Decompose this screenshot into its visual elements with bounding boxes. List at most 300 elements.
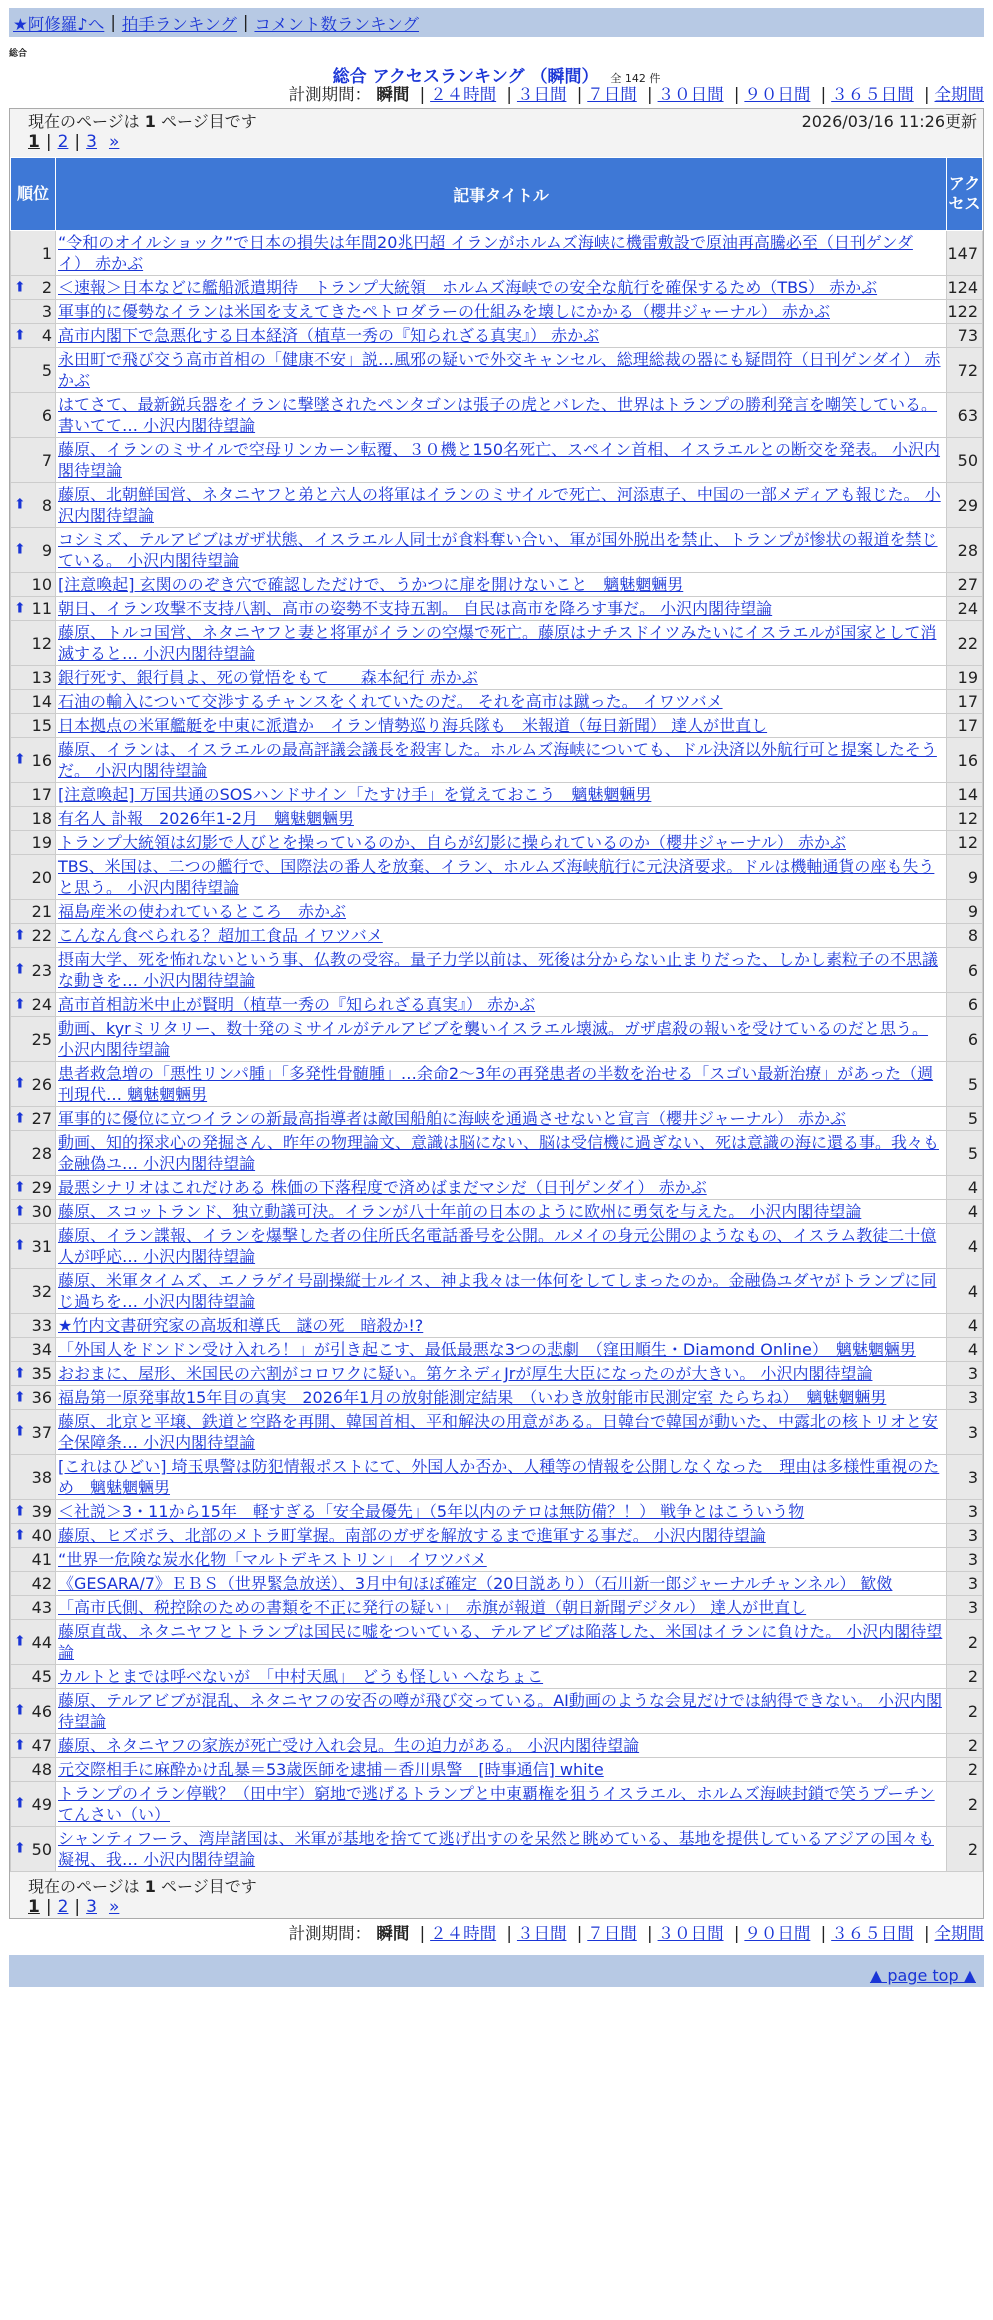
rank-cell (11, 1410, 56, 1455)
access-count: 73 (947, 324, 983, 348)
rank-cell (11, 1782, 56, 1827)
rank-number: 14 (31, 692, 52, 711)
article-link[interactable]: 患者救急増の「悪性リンパ腫」「多発性骨髄腫」…余命2～3年の再発患者の半数を治せる「スゴい最新治療」があった（週刊現代… 魑魅魍魎男 (58, 1064, 934, 1104)
pager-bottom (10, 1872, 983, 1918)
header-title: 記事タイトル (56, 158, 947, 231)
access-count: 24 (947, 597, 983, 621)
up-arrow-icon: ⬆ (14, 1203, 26, 1219)
article-link[interactable]: [注意喚起] 玄関ののぞき穴で確認しただけで、うかつに扉を開けないこと 魑魅魍魎男 (58, 575, 684, 594)
table-row (11, 1017, 983, 1062)
rank-number: 32 (31, 1281, 52, 1301)
period-7d-bottom[interactable]: ７日間 (587, 1924, 637, 1943)
table-row (11, 1665, 983, 1689)
article-link[interactable]: 有名人 訃報 2026年1-2月 魑魅魍魎男 (58, 809, 354, 828)
title-cell (56, 1500, 947, 1524)
rank-number: 34 (31, 1340, 52, 1359)
rank-cell (11, 807, 56, 831)
article-link[interactable]: 高市内閣下で急悪化する日本経済（植草一秀の『知られざる真実』） 赤かぶ (58, 326, 600, 345)
article-link[interactable]: 藤原、北朝鮮国営、ネタニヤフと弟と六人の将軍はイランのミサイルで死亡、河添恵子、中国の一部メディアも報じた。 小沢内閣待望論 (58, 485, 941, 525)
table-row (11, 1362, 983, 1386)
rank-number: 49 (31, 1794, 52, 1814)
up-arrow-icon: ⬆ (14, 1179, 26, 1195)
article-link[interactable]: 藤原、米軍タイムズ、エノラゲイ号副操縦士ルイス、神よ我々は一体何をしてしまったのか。金融偽ユダヤがトランプに同じ過ちを… 小沢内閣待望論 (58, 1271, 937, 1311)
period-24h[interactable]: ２４時間 (430, 85, 497, 104)
rank-cell (11, 1107, 56, 1131)
ranking-box (9, 108, 984, 1919)
rank-number: 44 (31, 1632, 52, 1652)
table-row (11, 276, 983, 300)
access-count: 5 (947, 1107, 983, 1131)
title-cell (56, 621, 947, 666)
article-link[interactable]: コシミズ、テルアビブはガザ状態、イスラエル人同士が食料奪い合い、軍が国外脱出を禁止、トランプが惨状の報道を禁じている。 小沢内閣待望論 (58, 530, 938, 570)
access-count: 5 (947, 1131, 983, 1176)
title-cell (56, 483, 947, 528)
table-row (11, 393, 983, 438)
rank-number: 42 (31, 1574, 52, 1593)
article-link[interactable]: シャンティフーラ、湾岸諸国は、米軍が基地を捨てて逃げ出すのを呆然と眺めている、基地を提供しているアジアの国々も凝視、我… 小沢内閣待望論 (58, 1829, 935, 1869)
access-count: 8 (947, 924, 983, 948)
table-row (11, 831, 983, 855)
title-cell (56, 1410, 947, 1455)
access-count: 14 (947, 783, 983, 807)
article-link[interactable]: 日本拠点の米軍艦艇を中東に派遣か イラン情勢巡り海兵隊も 米報道（毎日新聞） 達人が世直し (58, 716, 768, 735)
rank-number: 24 (31, 995, 52, 1014)
rank-number: 25 (31, 1029, 52, 1049)
up-arrow-icon: ⬆ (14, 1840, 26, 1857)
rank-number: 9 (41, 540, 52, 560)
article-link[interactable]: おおまに、屋形、米国民の六割がコロワクに疑い。第ケネディJrが厚生大臣になったのが大きい。 小沢内閣待望論 (58, 1364, 873, 1383)
title-cell (56, 573, 947, 597)
up-arrow-icon: ⬆ (14, 1110, 26, 1126)
rank-cell (11, 324, 56, 348)
table-row (11, 1734, 983, 1758)
rank-cell (11, 1017, 56, 1062)
up-arrow-icon: ⬆ (14, 496, 26, 513)
access-count: 16 (947, 738, 983, 783)
access-count: 72 (947, 348, 983, 393)
access-count: 122 (947, 300, 983, 324)
table-row (11, 807, 983, 831)
table-row (11, 1338, 983, 1362)
article-link[interactable]: 藤原、トルコ国営、ネタニヤフと妻と将軍がイランの空爆で死亡。藤原はナチスドイツみたいにイスラエルが国家として消滅すると… 小沢内閣待望論 (58, 623, 937, 663)
article-link[interactable]: “世界一危険な炭水化物「マルトデキストリン」 イワツバメ (58, 1550, 487, 1569)
rank-number: 31 (31, 1236, 52, 1256)
rank-number: 1 (41, 243, 52, 263)
table-row (11, 1596, 983, 1620)
period-selector-top: 計測期間： 瞬間 | ２４時間 | ３日間 | ７日間 | ３０日間 | ９０日間 | ３６５日間 | 全期間 (288, 85, 984, 104)
updated-timestamp: 2026/03/16 11:26更新 (801, 112, 977, 131)
access-count: 17 (947, 714, 983, 738)
table-row (11, 1107, 983, 1131)
rank-cell (11, 1386, 56, 1410)
up-arrow-icon: ⬆ (14, 927, 26, 943)
period-7d[interactable]: ７日間 (587, 85, 637, 104)
table-row (11, 1500, 983, 1524)
up-arrow-icon: ⬆ (14, 600, 26, 616)
rank-number: 22 (31, 926, 52, 945)
period-30d[interactable]: ３０日間 (657, 85, 724, 104)
rank-number: 13 (31, 668, 52, 687)
table-row (11, 666, 983, 690)
access-count: 6 (947, 993, 983, 1017)
rank-number: 8 (41, 495, 52, 515)
table-row (11, 324, 983, 348)
table-row (11, 1131, 983, 1176)
rank-cell (11, 597, 56, 621)
article-link[interactable]: 福島産米の使われているところ 赤かぶ (58, 902, 347, 921)
article-link[interactable]: 永田町で飛び交う高市首相の「健康不安」説…風邪の疑いで外交キャンセル、総理総裁の器にも疑問符（日刊ゲンダイ） 赤かぶ (58, 350, 941, 390)
rank-cell (11, 690, 56, 714)
table-row (11, 1572, 983, 1596)
article-link[interactable]: 石油の輸入について交渉するチャンスをくれていたのだ。 それを高市は蹴った。 イワツバメ (58, 692, 723, 711)
period-90d-bottom[interactable]: ９０日間 (744, 1924, 811, 1943)
rank-number: 3 (41, 302, 52, 321)
title-cell (56, 1734, 947, 1758)
rank-cell (11, 348, 56, 393)
period-all-bottom[interactable]: 全期間 (934, 1924, 984, 1943)
access-count: 29 (947, 483, 983, 528)
rank-cell (11, 714, 56, 738)
category-label: 総合 (9, 49, 28, 59)
access-count: 2 (947, 1782, 983, 1827)
title-cell (56, 1620, 947, 1665)
article-link[interactable]: カルトとまでは呼べないが 「中村天風」 どうも怪しい へなちょこ (58, 1667, 544, 1686)
article-link[interactable]: 銀行死す、銀行員よ、死の覚悟をもて 森本紀行 赤かぶ (58, 668, 478, 687)
table-row (11, 855, 983, 900)
rank-number: 29 (31, 1178, 52, 1197)
title-cell (56, 1689, 947, 1734)
rank-number: 50 (31, 1839, 52, 1859)
table-row (11, 597, 983, 621)
title-cell (56, 348, 947, 393)
up-arrow-icon: ⬆ (14, 1737, 26, 1753)
period-label-bottom: 計測期間： (288, 1924, 372, 1943)
table-row (11, 948, 983, 993)
article-link[interactable]: 最悪シナリオはこれだけある 株価の下落程度で済めばまだマシだ（日刊ゲンダイ） 赤かぶ (58, 1178, 707, 1197)
title-cell (56, 324, 947, 348)
page-next-link-bottom[interactable]: » (108, 1897, 120, 1917)
rank-number: 10 (31, 575, 52, 594)
article-link[interactable]: 「高市氏側、税控除のための書類を不正に発行の疑い」 赤旗が報道（朝日新聞デジタル） 達人が世直し (58, 1598, 807, 1617)
table-row (11, 1314, 983, 1338)
article-link[interactable]: 動画、知的探求心の発掘さん、昨年の物理論文、意識は脳にない、脳は受信機に過ぎない、死は意識の海に還る事。我々も金融偽ユ… 小沢内閣待望論 (58, 1133, 939, 1173)
article-link[interactable]: 高市首相訪米中止が賢明（植草一秀の『知られざる真実』） 赤かぶ (58, 995, 536, 1014)
table-row (11, 1200, 983, 1224)
table-row (11, 714, 983, 738)
access-count: 2 (947, 1665, 983, 1689)
article-link[interactable]: 藤原、スコットランド、独立動議可決。イランが八十年前の日本のように欧州に勇気を与えた。 小沢内閣待望論 (58, 1202, 862, 1221)
table-row (11, 438, 983, 483)
table-row (11, 924, 983, 948)
period-365d-bottom[interactable]: ３６５日間 (831, 1924, 914, 1943)
table-row (11, 1386, 983, 1410)
title-cell (56, 807, 947, 831)
rank-number: 18 (31, 809, 52, 828)
table-row (11, 231, 983, 276)
page-link-3[interactable]: 3 (86, 132, 97, 152)
period-label: 計測期間： (288, 85, 372, 104)
title-cell (56, 1665, 947, 1689)
rank-number: 37 (31, 1422, 52, 1442)
title-cell (56, 1062, 947, 1107)
period-3d[interactable]: ３日間 (516, 85, 567, 104)
rank-cell (11, 1314, 56, 1338)
rank-cell (11, 1734, 56, 1758)
access-count: 3 (947, 1386, 983, 1410)
rank-cell (11, 276, 56, 300)
rank-cell (11, 1362, 56, 1386)
access-count: 147 (947, 231, 983, 276)
rank-cell (11, 1338, 56, 1362)
title-cell (56, 276, 947, 300)
title-cell (56, 831, 947, 855)
nav-link-clap-ranking[interactable]: 拍手ランキング (121, 14, 237, 34)
rank-cell (11, 1455, 56, 1500)
article-link[interactable]: 軍事的に優勢なイランは米国を支えてきたペトロダラーの仕組みを壊しにかかる（櫻井ジャーナル） 赤かぶ (58, 302, 830, 321)
rank-cell (11, 573, 56, 597)
access-count: 3 (947, 1548, 983, 1572)
up-arrow-icon: ⬆ (14, 1795, 26, 1812)
article-link[interactable]: 藤原直哉、ネタニヤフとトランプは国民に嘘をついている、テルアビブは陥落した、米国はイランに負けた。 小沢内閣待望論 (58, 1622, 943, 1662)
rank-number: 17 (31, 785, 52, 804)
rank-number: 23 (31, 960, 52, 980)
period-all[interactable]: 全期間 (934, 85, 984, 104)
page-link-1-bottom: 1 (28, 1897, 40, 1917)
table-row (11, 1269, 983, 1314)
title-cell (56, 1758, 947, 1782)
article-link[interactable]: 軍事的に優位に立つイランの新最高指導者は敵国船舶に海峡を通過させないと宣言（櫻井ジャーナル） 赤かぶ (58, 1109, 846, 1128)
title-cell (56, 855, 947, 900)
article-link[interactable]: こんなん食べられる？超加工食品 イワツバメ (58, 926, 383, 945)
up-arrow-icon: ⬆ (14, 541, 26, 558)
up-arrow-icon: ⬆ (14, 751, 26, 768)
table-row (11, 1224, 983, 1269)
pager-top (10, 109, 983, 157)
table-row (11, 300, 983, 324)
rank-number: 27 (31, 1109, 52, 1128)
rank-cell (11, 483, 56, 528)
article-link[interactable]: はてさて、最新鋭兵器をイランに撃墜されたペンタゴンは張子の虎とバレた、世界はトランプの勝利発言を嘲笑している。書いてて… 小沢内閣待望論 (58, 395, 938, 435)
up-arrow-icon: ⬆ (14, 1633, 26, 1650)
table-row (11, 900, 983, 924)
table-row (11, 738, 983, 783)
header-rank: 順位 (11, 158, 56, 231)
period-current-bottom: 瞬間 (376, 1924, 410, 1943)
nav-link-comment-ranking[interactable]: コメント数ランキング (254, 14, 419, 34)
article-link[interactable]: 《GESARA/7》ＥＢＳ（世界緊急放送）、3月中旬ほぼ確定（20日説あり）（石川新一郎ジャーナルチャンネル） 歓傚 (58, 1574, 893, 1593)
access-count: 2 (947, 1734, 983, 1758)
title-cell (56, 1455, 947, 1500)
access-count: 3 (947, 1596, 983, 1620)
title-cell (56, 948, 947, 993)
up-arrow-icon: ⬆ (14, 1423, 26, 1440)
rank-cell (11, 528, 56, 573)
article-link[interactable]: トランプのイラン停戦？（田中宇）窮地で逃げるトランプと中東覇権を狙うイスラエル、ホルムズ海峡封鎖で笑うプーチンてんさい（い） (58, 1784, 935, 1824)
article-link[interactable]: [注意喚起] 万国共通のSOSハンドサイン「たすけ手」を覚えておこう 魑魅魍魎男 (58, 785, 652, 804)
rank-cell (11, 1062, 56, 1107)
table-row (11, 1410, 983, 1455)
access-count: 22 (947, 621, 983, 666)
article-link[interactable]: 藤原、テルアビブが混乱、ネタニヤフの安否の噂が飛び交っている。AI動画のような会見だけでは納得できない。 小沢内閣待望論 (58, 1691, 942, 1731)
period-30d-bottom[interactable]: ３０日間 (657, 1924, 724, 1943)
article-link[interactable]: “令和のオイルショック”で日本の損失は年間20兆円超 イランがホルムズ海峡に機雷敷設で原油再高騰必至（日刊ゲンダイ） 赤かぶ (58, 233, 913, 273)
rank-number: 38 (31, 1467, 52, 1487)
rank-cell (11, 900, 56, 924)
rank-cell (11, 666, 56, 690)
page-link-3-bottom[interactable]: 3 (86, 1897, 97, 1917)
rank-number: 39 (31, 1502, 52, 1521)
page-link-2[interactable]: 2 (57, 132, 69, 152)
table-row (11, 1176, 983, 1200)
nav-link-asyura[interactable]: ★阿修羅♪へ (13, 14, 105, 34)
title-cell (56, 1224, 947, 1269)
article-link[interactable]: 藤原、イランのミサイルで空母リンカーン転覆、３０機と150名死亡、スペイン首相、イスラエルとの断交を発表。 小沢内閣待望論 (58, 440, 941, 480)
page-links-bottom: 1 | 2 | 3 » (28, 1897, 120, 1917)
rank-number: 41 (31, 1550, 52, 1569)
rank-cell (11, 438, 56, 483)
rank-number: 7 (41, 450, 52, 470)
rank-number: 5 (41, 360, 52, 380)
access-count: 3 (947, 1410, 983, 1455)
access-count: 4 (947, 1338, 983, 1362)
rank-cell (11, 1200, 56, 1224)
rank-cell (11, 300, 56, 324)
ranking-title: 総合 アクセスランキング （瞬間） (332, 67, 599, 87)
rank-cell (11, 1572, 56, 1596)
rank-cell (11, 1524, 56, 1548)
page-link-2-bottom[interactable]: 2 (57, 1897, 69, 1917)
rank-cell (11, 993, 56, 1017)
rank-cell (11, 831, 56, 855)
period-90d[interactable]: ９０日間 (744, 85, 811, 104)
rank-number: 12 (31, 633, 52, 653)
table-row (11, 573, 983, 597)
rank-cell (11, 924, 56, 948)
up-arrow-icon: ⬆ (14, 1503, 26, 1519)
access-count: 6 (947, 948, 983, 993)
rank-cell (11, 393, 56, 438)
article-link[interactable]: ★竹内文書研究家の高坂和導氏 謎の死 暗殺か!? (58, 1316, 424, 1335)
article-link[interactable]: TBS、米国は、二つの艦行で、国際法の番人を放棄、イラン、ホルムズ海峡航行に元決済要求。ドルは機軸通貨の座も失うと思う。 小沢内閣待望論 (58, 857, 935, 897)
article-link[interactable]: [これはひどい] 埼玉県警は防犯情報ポストにて、外国人か否か、人種等の情報を公開しなくなった 理由は多様性重視のため 魑魅魍魎男 (58, 1457, 940, 1497)
title-cell (56, 528, 947, 573)
up-arrow-icon: ⬆ (14, 961, 26, 978)
article-link[interactable]: 藤原、イラン諜報、イランを爆撃した者の住所氏名電話番号を公開。ルメイの身元公開のようなもの、イスラム教徒二十億人が呼応… 小沢内閣待望論 (58, 1226, 937, 1266)
access-count: 2 (947, 1620, 983, 1665)
ranking-table (10, 157, 983, 1872)
rank-cell (11, 1758, 56, 1782)
access-count: 17 (947, 690, 983, 714)
title-cell (56, 300, 947, 324)
title-cell (56, 714, 947, 738)
rank-cell (11, 1620, 56, 1665)
article-link[interactable]: トランプ大統領は幻影で人びとを操っているのか、自らが幻影に操られているのか（櫻井ジャーナル） 赤かぶ (58, 833, 846, 852)
title-cell (56, 597, 947, 621)
article-link[interactable]: 藤原、ネタニヤフの家族が死亡受け入れ会見。生の迫力がある。 小沢内閣待望論 (58, 1736, 640, 1755)
current-page-text-bottom: 現在のページは 1 ページ目です (28, 1877, 257, 1896)
up-arrow-icon: ⬆ (14, 1237, 26, 1254)
page-next-link[interactable]: » (108, 132, 120, 152)
access-count: 124 (947, 276, 983, 300)
rank-number: 15 (31, 716, 52, 735)
rank-number: 43 (31, 1598, 52, 1617)
article-link[interactable]: 動画、kyrミリタリー、数十発のミサイルがテルアビブを襲いイスラエル壊滅。ガザ虐殺の報いを受けているのだと思う。 小沢内閣待望論 (58, 1019, 929, 1059)
rank-cell (11, 738, 56, 783)
access-count: 4 (947, 1314, 983, 1338)
rank-number: 19 (31, 833, 52, 852)
period-3d-bottom[interactable]: ３日間 (516, 1924, 567, 1943)
rank-number: 28 (31, 1143, 52, 1163)
rank-cell (11, 1665, 56, 1689)
nav-separator: | (110, 13, 116, 32)
rank-number: 45 (31, 1667, 52, 1686)
access-count: 9 (947, 900, 983, 924)
up-arrow-icon: ⬆ (14, 1702, 26, 1719)
up-arrow-icon: ⬆ (14, 279, 26, 295)
access-count: 19 (947, 666, 983, 690)
title-cell (56, 231, 947, 276)
access-count: 12 (947, 807, 983, 831)
period-365d[interactable]: ３６５日間 (831, 85, 914, 104)
rank-number: 35 (31, 1364, 52, 1383)
rank-number: 33 (31, 1316, 52, 1335)
access-count: 4 (947, 1224, 983, 1269)
title-cell (56, 438, 947, 483)
access-count: 9 (947, 855, 983, 900)
rank-number: 36 (31, 1388, 52, 1407)
rank-cell (11, 621, 56, 666)
title-cell (56, 1176, 947, 1200)
access-count: 50 (947, 438, 983, 483)
article-link[interactable]: ＜速報＞日本などに艦船派遣期待 トランプ大統領 ホルムズ海峡での安全な航行を確保するため（TBS） 赤かぶ (58, 278, 878, 297)
article-link[interactable]: 藤原、イランは、イスラエルの最高評議会議長を殺害した。ホルムズ海峡についても、ドル決済以外航行可と提案したそうだ。 小沢内閣待望論 (58, 740, 937, 780)
article-link[interactable]: 藤原、ヒズボラ、北部のメトラ町掌握。南部のガザを解放するまで進軍する事だ。 小沢内閣待望論 (58, 1526, 766, 1545)
bottom-bar (9, 1955, 984, 1987)
table-row (11, 1548, 983, 1572)
table-row (11, 1062, 983, 1107)
period-24h-bottom[interactable]: ２４時間 (430, 1924, 497, 1943)
access-count: 2 (947, 1827, 983, 1872)
article-link[interactable]: 藤原、北京と平壌、鉄道と空路を再開、韓国首相、平和解決の用意がある。日韓台で韓国が動いた、中露北の核トリオと安全保障条… 小沢内閣待望論 (58, 1412, 938, 1452)
article-link[interactable]: 元交際相手に麻酔かけ乱暴＝53歳医師を逮捕－香川県警 [時事通信] white (58, 1760, 604, 1779)
page-top-link[interactable]: ▲ page top ▲ (869, 1966, 976, 1985)
rank-number: 26 (31, 1074, 52, 1094)
article-link[interactable]: 「外国人をドンドン受け入れろ！」が引き起こす、最低最悪な3つの悲劇 （窪田順生・Diamond Online） 魑魅魍魎男 (58, 1340, 916, 1359)
article-link[interactable]: 朝日、イラン攻撃不支持八割、高市の姿勢不支持五割。 自民は高市を降ろす事だ。 小沢内閣待望論 (58, 599, 773, 618)
access-count: 28 (947, 528, 983, 573)
total-count: 全 142 件 (610, 72, 661, 85)
article-link[interactable]: ＜社説＞3・11から15年 軽すぎる「安全最優先」（5年以内のテロは無防備？！） 戦争とはこういう物 (58, 1502, 805, 1521)
article-link[interactable]: 福島第一原発事故15年目の真実 2026年1月の放射能測定結果 （いわき放射能市民測定室 たらちね） 魑魅魍魎男 (58, 1388, 887, 1407)
access-count: 3 (947, 1524, 983, 1548)
up-arrow-icon: ⬆ (14, 327, 26, 343)
table-row (11, 621, 983, 666)
current-page-text: 現在のページは 1 ページ目です (28, 112, 257, 131)
rank-cell (11, 855, 56, 900)
access-count: 3 (947, 1455, 983, 1500)
title-cell (56, 1269, 947, 1314)
rank-cell (11, 1224, 56, 1269)
article-link[interactable]: 摂南大学、死を怖れないという事、仏教の受容。量子力学以前は、死後は分からない止まりだった、しかし素粒子の不思議な動きを… 小沢内閣待望論 (58, 950, 939, 990)
table-row (11, 1827, 983, 1872)
rank-number: 2 (41, 278, 52, 297)
title-cell (56, 666, 947, 690)
table-row (11, 348, 983, 393)
rank-cell (11, 1689, 56, 1734)
title-cell (56, 924, 947, 948)
table-row (11, 1689, 983, 1734)
rank-cell (11, 783, 56, 807)
